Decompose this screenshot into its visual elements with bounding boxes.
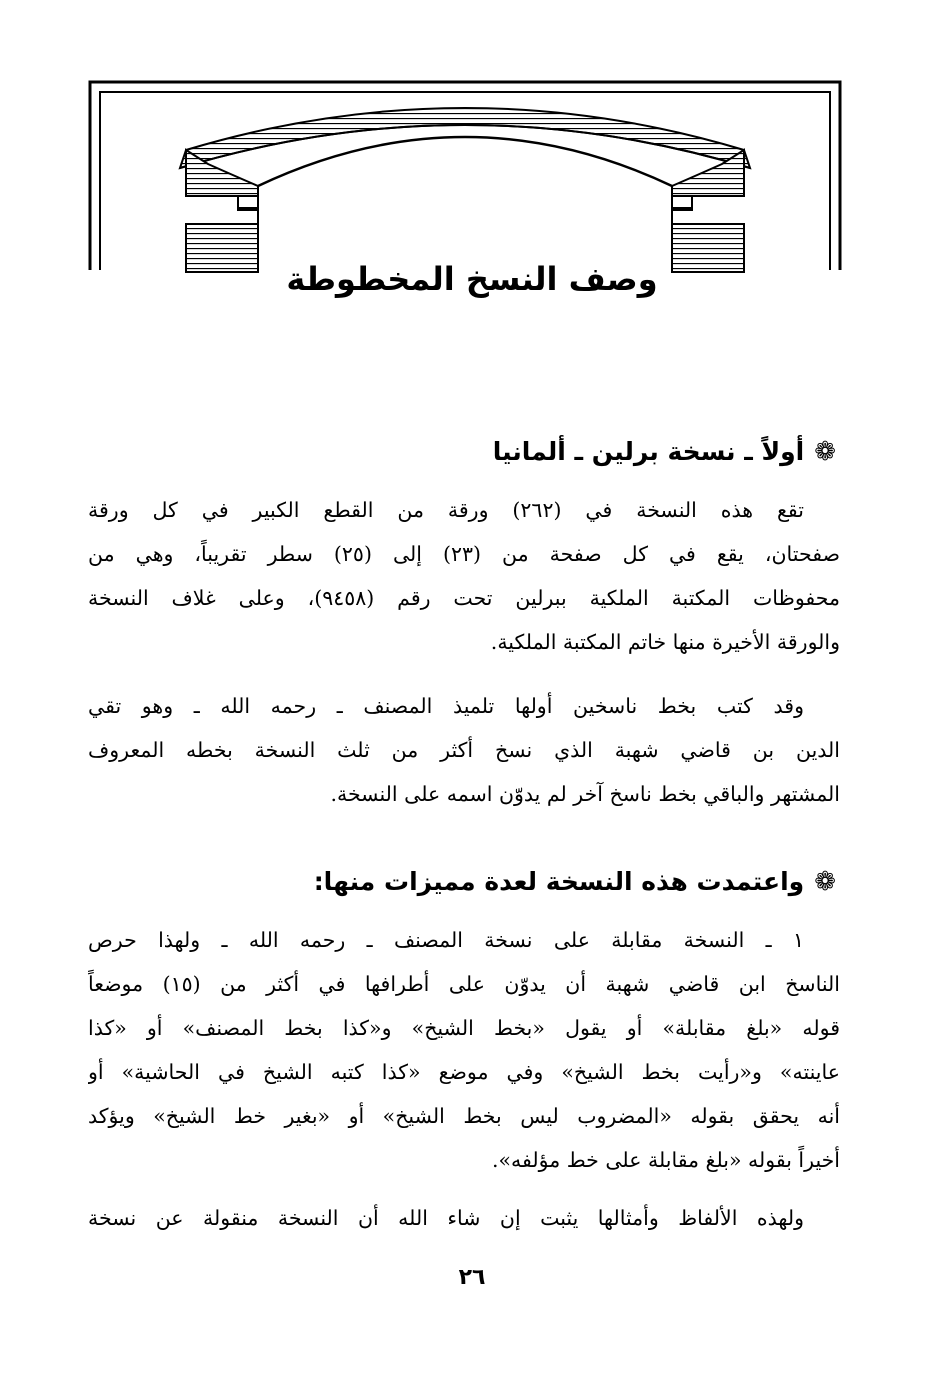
flower-ornament-icon: ❁ — [814, 437, 836, 467]
text-line: الدين بن قاضي شهبة الذي نسخ أكثر من ثلث النسخة بخطه المعروف — [88, 738, 840, 762]
text-line: ولهذه الألفاظ وأمثالها يثبت إن شاء الله أن النسخة منقولة عن نسخة — [88, 1206, 804, 1230]
text-line: تقع هذه النسخة في (٢٦٢) ورقة من القطع الكبير في كل ورقة — [88, 498, 804, 522]
paragraph-conclusion — [88, 1196, 840, 1240]
text-line: والورقة الأخيرة منها خاتم المكتبة الملكية. — [490, 630, 840, 654]
paragraph-manuscript-description — [88, 488, 840, 664]
text-line: صفحتان، يقع في كل صفحة من (٢٣) إلى (٢٥) سطر تقريباً، وهي من — [88, 542, 840, 566]
text-line: عاينته» و«رأيت بخط الشيخ» وفي موضع «كذا كتبه الشيخ في الحاشية» أو — [88, 1060, 840, 1084]
text-line: ١ ـ النسخة مقابلة على نسخة المصنف ـ رحمه الله ـ ولهذا حرص — [88, 928, 804, 952]
text-line: الناسخ ابن قاضي شهبة أن يدوّن على أطرافها في أكثر من (١٥) موضعاً — [88, 972, 840, 996]
section-heading-berlin — [493, 432, 836, 472]
paragraph-feature-one — [88, 918, 840, 1182]
text-line: أخيراً بقوله «بلغ مقابلة على خط مؤلفه». — [491, 1148, 840, 1172]
text-line: وقد كتب بخط ناسخين أولها تلميذ المصنف ـ رحمه الله ـ وهو تقي — [88, 694, 804, 718]
text-line: قوله «بلغ مقابلة» أو يقول «بخط الشيخ» و«كذا بخط المصنف» أو «كذا — [88, 1016, 840, 1040]
arch-header-frame — [88, 78, 842, 278]
text-line: المشتهر والباقي بخط ناسخ آخر لم يدوّن اسمه على النسخة. — [330, 782, 840, 806]
flower-ornament-icon: ❁ — [814, 867, 836, 897]
text-line: محفوظات المكتبة الملكية ببرلين تحت رقم (٩٤٥٨)، وعلى غلاف النسخة — [88, 586, 840, 610]
chapter-title: وصف النسخ المخطوطة — [286, 260, 658, 298]
section-heading-text: واعتمدت هذه النسخة لعدة مميزات منها: — [313, 867, 805, 896]
text-line: أنه يحقق بقوله «المضروب ليس بخط الشيخ» أو «بغير خط الشيخ» ويؤكد — [88, 1104, 840, 1128]
page-number: ٢٦ — [458, 1265, 486, 1290]
section-heading-text: أولاً ـ نسخة برلين ـ ألمانيا — [492, 437, 805, 466]
section-heading-features — [314, 862, 836, 902]
paragraph-scribes — [88, 684, 840, 816]
